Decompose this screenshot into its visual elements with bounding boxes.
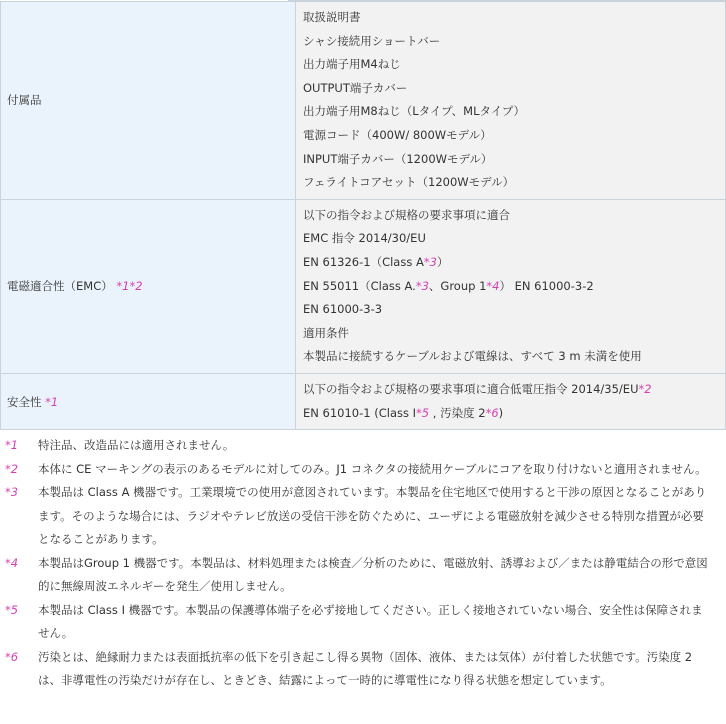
spec-value-text: 出力端子用M8ねじ（Lタイプ、MLタイプ） [303, 104, 526, 119]
spec-label-text: 付属品 [7, 93, 42, 108]
spec-label-text: 電磁適合性（EMC） [7, 279, 113, 294]
footnote-mark: *1 [41, 394, 59, 409]
footnote-mark: *2 [638, 381, 652, 396]
footnote-item [0, 434, 726, 458]
spec-value-text: フェライトコアセット（1200Wモデル） [303, 175, 515, 190]
footnote-mark: *5 [5, 602, 19, 617]
spec-value-line [303, 124, 725, 148]
footnote-item [0, 599, 726, 646]
spec-label [1, 2, 296, 200]
spec-value [296, 199, 726, 373]
footnote-text: 本製品は Class I 機器です。本製品の保護導体端子を必ず接地してください。正しく接地されていない場合、安全性は保障されません。 [38, 602, 703, 641]
spec-label [1, 199, 296, 373]
spec-value-text: OUTPUT端子カバー [303, 80, 408, 95]
spec-value-text: シャシ接続用ショートバー [303, 33, 441, 48]
footnote-text: 本製品は Class A 機器です。工業環境での使用が意図されています。本製品を住宅地区で使用すると干渉の原因となることがあります。そのような場合には、ラジオやテレビ放送の受信干渉を防ぐために、ユーザによる電磁放射を減少させる特別な措置が必要となることがあります。 [38, 485, 707, 547]
spec-value-text: EN 55011（Class A. [303, 278, 416, 293]
spec-value-text: 本製品に接続するケーブルおよび電線は、すべて 3 m 未満を使用 [303, 349, 642, 364]
footnote-text: 本体に CE マーキングの表示のあるモデルに対してのみ。J1 コネクタの接続用ケーブルにコアを取り付けないと適用されません。 [38, 461, 707, 476]
footnote-mark: *4 [5, 555, 19, 570]
footnote-mark: *2 [5, 461, 19, 476]
spec-value [296, 373, 726, 429]
footnote-mark: *6 [5, 649, 19, 664]
spec-value-text: 以下の指令および規格の要求事項に適合低電圧指令 2014/35/EU [303, 381, 639, 396]
spec-value-line [303, 148, 725, 172]
spec-value [296, 2, 726, 200]
footnote-mark: *1 [5, 438, 19, 453]
spec-value-line [303, 322, 725, 346]
footnote-mark: *3 [5, 485, 19, 500]
spec-value-text: EMC 指令 2014/30/EU [303, 231, 426, 246]
footnote-text: 本製品はGroup 1 機器です。本製品は、材料処理または検査／分析のために、電磁放射、誘導および／または静電結合の形で意図的に無線周波エネルギーを発生／使用しません。 [38, 555, 708, 594]
spec-value-line [303, 171, 725, 195]
spec-value-text: , 汚染度 2 [429, 405, 486, 420]
spec-value-text: 取扱説明書 [303, 10, 361, 24]
spec-value-line [303, 345, 725, 369]
spec-row [1, 373, 726, 429]
spec-value-text: 電源コード（400W/ 800Wモデル） [303, 127, 492, 142]
spec-value-text: EN 61010-1 (Class I [303, 405, 417, 420]
spec-value-line [303, 227, 725, 251]
spec-value-text: ) [498, 405, 504, 420]
spec-row [1, 199, 726, 373]
footnote-item [0, 481, 726, 552]
spec-value-text: 以下の指令および規格の要求事項に適合 [303, 207, 510, 222]
spec-value-text: EN 61326-1（Class A [303, 254, 424, 269]
spec-value-line [303, 30, 725, 54]
footnote-item [0, 458, 726, 482]
spec-value-line [303, 298, 725, 322]
spec-row [1, 2, 726, 200]
footnote-text: 汚染とは、絶縁耐力または表面抵抗率の低下を引き起こし得る異物（固体、液体、または気体）が付着した状態です。汚染度 2 は、非導電性の汚染だけが存在し、ときどき、結露によって一時的に導電性になり得る状態を想定しています。 [38, 649, 693, 688]
spec-label [1, 373, 296, 429]
spec-value-line [303, 251, 725, 275]
spec-value-text: ） EN 61000-3-2 [499, 278, 594, 293]
spec-value-line [303, 275, 725, 299]
spec-value-text: 適用条件 [303, 325, 349, 340]
spec-label-text: 安全性 [7, 394, 42, 409]
spec-value-line [303, 378, 725, 402]
spec-value-line [303, 53, 725, 77]
spec-value-text: ） [436, 254, 449, 269]
spec-value-text: 、Group 1 [428, 278, 487, 293]
spec-table [0, 1, 726, 430]
spec-value-line [303, 402, 725, 426]
footnotes [0, 430, 726, 693]
footnote-mark: *4 [486, 278, 500, 293]
footnote-mark: *3 [415, 278, 429, 293]
spec-value-text: 出力端子用M4ねじ [303, 57, 401, 72]
footnote-mark: *5 [416, 405, 430, 420]
footnote-mark: *3 [423, 254, 437, 269]
spec-value-line [303, 204, 725, 228]
footnote-text: 特注品、改造品には適用されません。 [38, 438, 235, 453]
spec-value-line [303, 100, 725, 124]
spec-value-text: EN 61000-3-3 [303, 302, 383, 317]
footnote-mark: *6 [485, 405, 499, 420]
spec-value-line [303, 77, 725, 101]
footnote-item [0, 646, 726, 693]
spec-value-text: INPUT端子カバー（1200Wモデル） [303, 151, 493, 166]
footnote-mark: *1*2 [112, 279, 143, 294]
footnote-item [0, 552, 726, 599]
spec-value-line [303, 6, 725, 30]
